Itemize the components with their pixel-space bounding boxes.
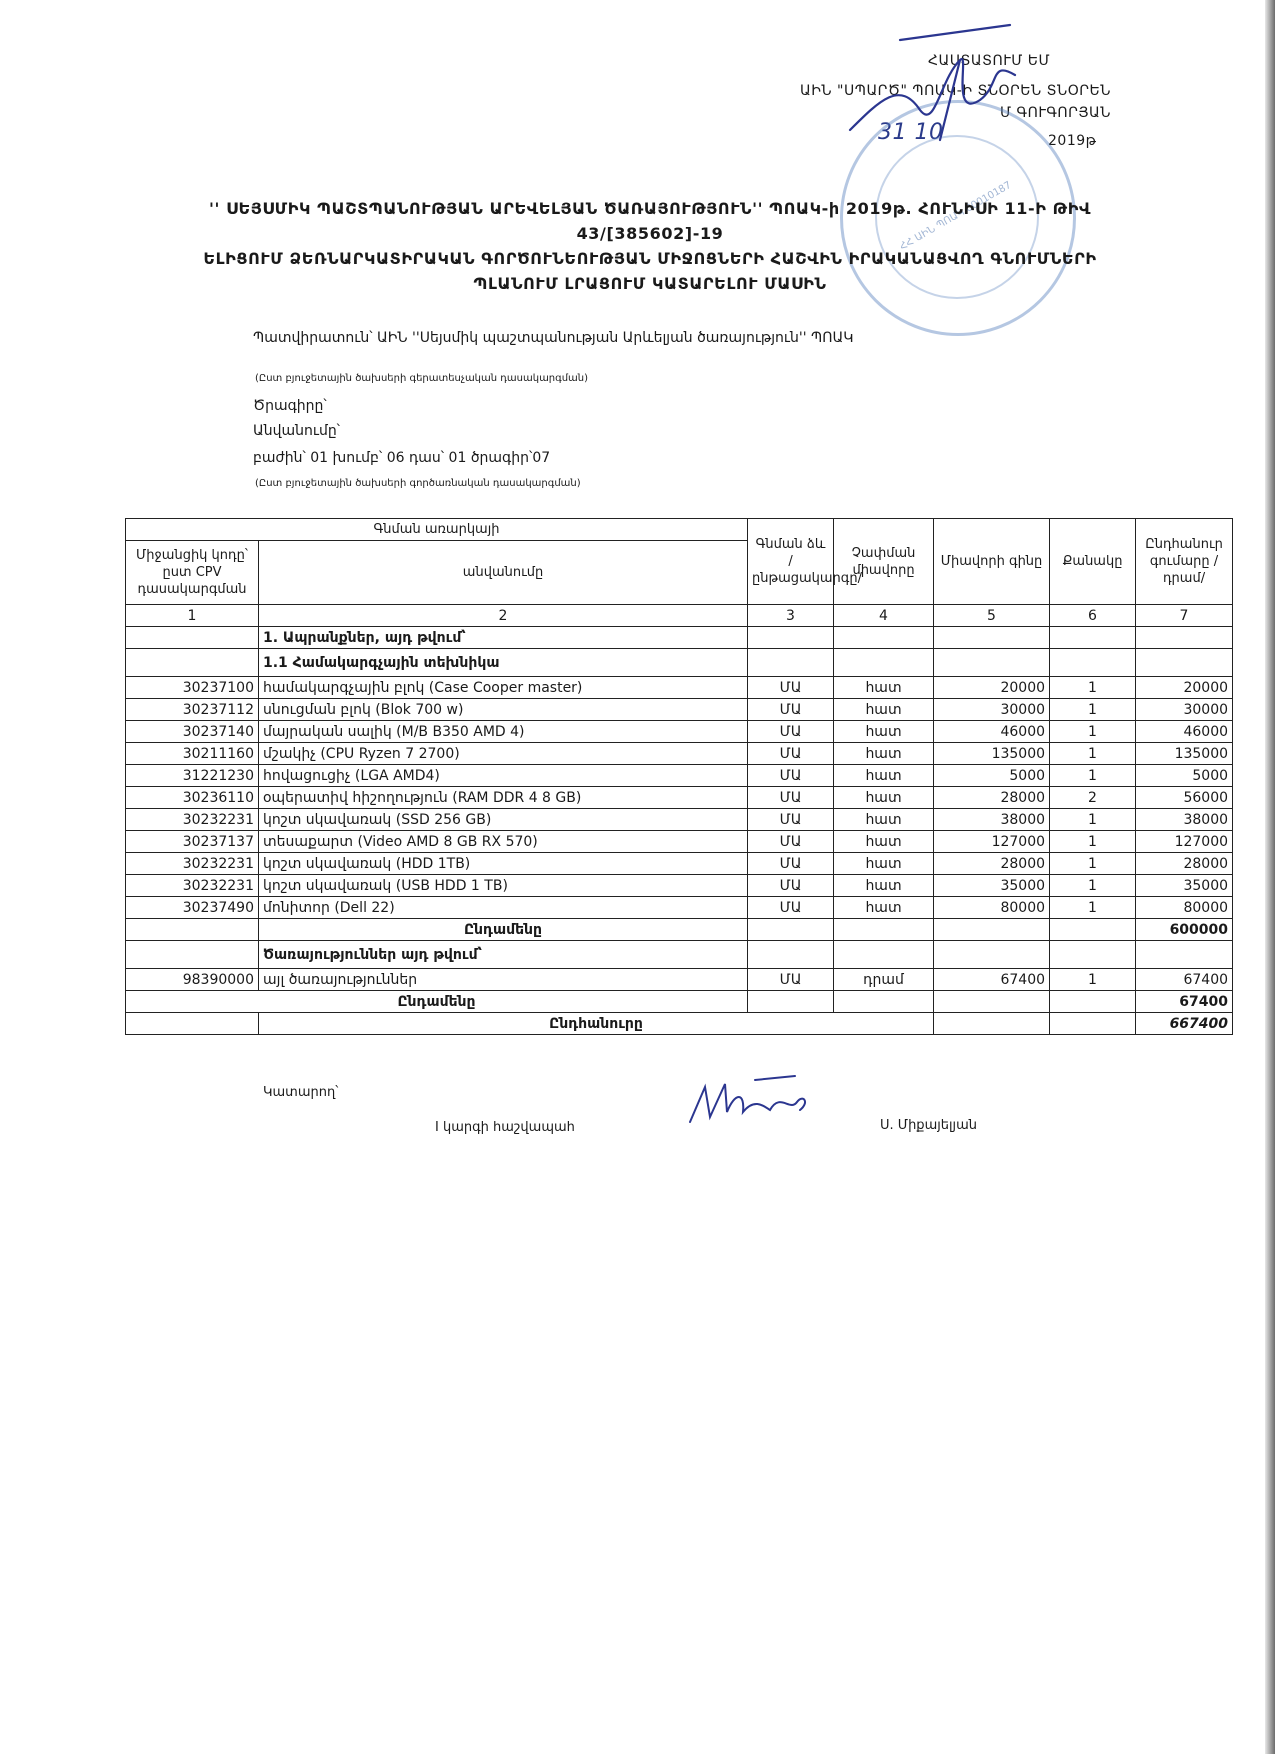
unit-price: 35000 xyxy=(934,875,1050,897)
table-header-group-row xyxy=(126,519,1233,541)
section-services: Ծառայություններ այդ թվում՝ xyxy=(259,941,748,969)
row-total: 46000 xyxy=(1136,721,1233,743)
cpv-code: 30232231 xyxy=(126,853,259,875)
quantity: 1 xyxy=(1050,969,1136,991)
subtotal-value: 600000 xyxy=(1136,919,1233,941)
unit: հատ xyxy=(834,809,934,831)
quantity: 1 xyxy=(1050,897,1136,919)
quantity: 1 xyxy=(1050,853,1136,875)
document-title xyxy=(150,196,1150,296)
unit: հատ xyxy=(834,875,934,897)
header-group: Գնման առարկայի xyxy=(126,519,748,541)
unit-price: 67400 xyxy=(934,969,1050,991)
item-name: այլ ծառայություններ xyxy=(259,969,748,991)
header-qty: Քանակը xyxy=(1050,519,1136,605)
procurement-method: ՄԱ xyxy=(748,765,834,787)
cpv-code: 31221230 xyxy=(126,765,259,787)
row-total: 135000 xyxy=(1136,743,1233,765)
row-total: 56000 xyxy=(1136,787,1233,809)
classification-line: բաժին՝ 01 խումբ՝ 06 դաս՝ 01 ծրագիր՝07 xyxy=(253,450,551,466)
item-name: օպերատիվ հիշողություն (RAM DDR 4 8 GB) xyxy=(259,787,748,809)
row-total: 30000 xyxy=(1136,699,1233,721)
table-row xyxy=(126,743,1233,765)
unit: հատ xyxy=(834,699,934,721)
table-row xyxy=(126,677,1233,699)
row-total: 38000 xyxy=(1136,809,1233,831)
unit: հատ xyxy=(834,897,934,919)
col-number: 2 xyxy=(259,605,748,627)
procurement-method: ՄԱ xyxy=(748,677,834,699)
executor-label: Կատարող՝ xyxy=(263,1085,339,1100)
item-name: մշակիչ (CPU Ryzen 7 2700) xyxy=(259,743,748,765)
grand-total-label: Ընդհանուրը xyxy=(259,1013,934,1035)
budget-note-2: (Ըստ բյուջետային ծախսերի գործառնական դասակարգման) xyxy=(255,478,581,489)
row-total: 20000 xyxy=(1136,677,1233,699)
unit-price: 135000 xyxy=(934,743,1050,765)
approval-date: 31 10 xyxy=(878,120,944,145)
item-name: սնուցման բլոկ (Blok 700 w) xyxy=(259,699,748,721)
approval-line-2: ԱԻՆ "ՍՊԱՐԾ" ՊՈԱԿ-Ի ՏՆՕՐԵՆ ՏՆՕՐԵՆ xyxy=(800,83,1111,99)
row-total: 28000 xyxy=(1136,853,1233,875)
table-row xyxy=(126,897,1233,919)
table-row xyxy=(126,721,1233,743)
row-total: 127000 xyxy=(1136,831,1233,853)
procurement-method: ՄԱ xyxy=(748,809,834,831)
executor-signature xyxy=(685,1072,815,1132)
approval-year: 2019թ xyxy=(1048,133,1097,149)
unit: հատ xyxy=(834,787,934,809)
section-row xyxy=(126,627,1233,649)
item-name: մոնիտոր (Dell 22) xyxy=(259,897,748,919)
unit-price: 28000 xyxy=(934,787,1050,809)
procurement-table xyxy=(125,518,1233,1035)
unit-price: 46000 xyxy=(934,721,1050,743)
header-price: Միավորի գինը xyxy=(934,519,1050,605)
grand-total-row xyxy=(126,1013,1233,1035)
stamp-text: ՀՀ ԱԻՆ ՊՈԱԿ 00010187 xyxy=(897,179,1014,253)
title-line-1: '' ՍԵՅՍՄԻԿ ՊԱՇՏՊԱՆՈՒԹՅԱՆ ԱՐԵՎԵԼՅԱՆ ԾԱՌԱՅՈՒԹՅՈՒՆ'' ՊՈԱԿ-ի 2019թ. ՀՈՒՆԻՍԻ 11-Ի ԹԻՎ 43/[385602]-19 xyxy=(208,199,1091,243)
quantity: 1 xyxy=(1050,677,1136,699)
procurement-method: ՄԱ xyxy=(748,853,834,875)
unit: հատ xyxy=(834,743,934,765)
item-name: հովացուցիչ (LGA AMD4) xyxy=(259,765,748,787)
title-line-2: ԵԼԻՑՈՒՄ ՁԵՌՆԱՐԿԱՏԻՐԱԿԱՆ ԳՈՐԾՈՒՆԵՈՒԹՅԱՆ ՄԻՋՈՑՆԵՐԻ ՀԱՇՎԻՆ ԻՐԱԿԱՆԱՑՎՈՂ ԳՆՈՒՄՆԵՐԻ xyxy=(203,249,1097,268)
table-row xyxy=(126,765,1233,787)
item-name: կոշտ սկավառակ (USB HDD 1 TB) xyxy=(259,875,748,897)
quantity: 1 xyxy=(1050,743,1136,765)
subsection-row xyxy=(126,649,1233,677)
unit-price: 38000 xyxy=(934,809,1050,831)
unit: հատ xyxy=(834,677,934,699)
program-label: Ծրագիրը՝ xyxy=(253,398,327,414)
item-name: տեսաքարտ (Video AMD 8 GB RX 570) xyxy=(259,831,748,853)
col-number: 6 xyxy=(1050,605,1136,627)
name-label: Անվանումը՝ xyxy=(253,423,341,439)
cpv-code: 30232231 xyxy=(126,809,259,831)
item-name: մայրական սալիկ (M/B B350 AMD 4) xyxy=(259,721,748,743)
table-row xyxy=(126,831,1233,853)
customer-line: Պատվիրատուն՝ ԱԻՆ ''Սեյսմիկ պաշտպանության Արևելյան ծառայություն'' ՊՈԱԿ xyxy=(253,330,854,346)
quantity: 1 xyxy=(1050,809,1136,831)
col-number: 3 xyxy=(748,605,834,627)
table-row xyxy=(126,969,1233,991)
table-row xyxy=(126,809,1233,831)
table-row xyxy=(126,699,1233,721)
unit-price: 80000 xyxy=(934,897,1050,919)
cpv-code: 30237137 xyxy=(126,831,259,853)
director-signature xyxy=(840,20,1040,150)
item-name: կոշտ սկավառակ (HDD 1TB) xyxy=(259,853,748,875)
column-number-row xyxy=(126,605,1233,627)
quantity: 1 xyxy=(1050,875,1136,897)
header-total: Ընդհանուր գումարը /դրամ/ xyxy=(1136,519,1233,605)
item-name: կոշտ սկավառակ (SSD 256 GB) xyxy=(259,809,748,831)
subsection-computers: 1.1 Համակարգչային տեխնիկա xyxy=(259,649,748,677)
cpv-code: 30211160 xyxy=(126,743,259,765)
cpv-code: 98390000 xyxy=(126,969,259,991)
table-row xyxy=(126,875,1233,897)
unit-price: 30000 xyxy=(934,699,1050,721)
procurement-method: ՄԱ xyxy=(748,743,834,765)
row-total: 5000 xyxy=(1136,765,1233,787)
subtotal-label: Ընդամենը xyxy=(126,991,748,1013)
col-number: 7 xyxy=(1136,605,1233,627)
row-total: 67400 xyxy=(1136,969,1233,991)
item-name: համակարգչային բլոկ (Case Cooper master) xyxy=(259,677,748,699)
procurement-method: ՄԱ xyxy=(748,699,834,721)
subtotal-value: 67400 xyxy=(1136,991,1233,1013)
section-goods: 1. Ապրանքներ, այդ թվում՝ xyxy=(259,627,748,649)
unit: հատ xyxy=(834,853,934,875)
header-cpv: Միջանցիկ կոդը՝ ըստ CPV դասակարգման xyxy=(126,541,259,605)
subtotal-row xyxy=(126,919,1233,941)
unit: հատ xyxy=(834,831,934,853)
procurement-method: ՄԱ xyxy=(748,787,834,809)
unit-price: 20000 xyxy=(934,677,1050,699)
unit: հատ xyxy=(834,721,934,743)
subtotal-label: Ընդամենը xyxy=(259,919,748,941)
budget-note-1: (Ըստ բյուջետային ծախսերի գերատեսչական դասակարգման) xyxy=(255,373,589,384)
row-total: 35000 xyxy=(1136,875,1233,897)
col-number: 4 xyxy=(834,605,934,627)
procurement-method: ՄԱ xyxy=(748,831,834,853)
procurement-method: ՄԱ xyxy=(748,721,834,743)
cpv-code: 30237100 xyxy=(126,677,259,699)
executor-position: I կարգի հաշվապահ xyxy=(435,1120,575,1135)
title-line-3: ՊԼԱՆՈՒՄ ԼՐԱՑՈՒՄ ԿԱՏԱՐԵԼՈՒ ՄԱՍԻՆ xyxy=(473,274,827,293)
table-row xyxy=(126,853,1233,875)
procurement-method: ՄԱ xyxy=(748,897,834,919)
row-total: 80000 xyxy=(1136,897,1233,919)
procurement-method: ՄԱ xyxy=(748,969,834,991)
quantity: 1 xyxy=(1050,699,1136,721)
cpv-code: 30237140 xyxy=(126,721,259,743)
col-number: 1 xyxy=(126,605,259,627)
header-method: Գնման ձև /ընթացակարգը/ xyxy=(748,519,834,605)
procurement-method: ՄԱ xyxy=(748,875,834,897)
quantity: 2 xyxy=(1050,787,1136,809)
cpv-code: 30236110 xyxy=(126,787,259,809)
approval-line-3: Մ ԳՈՒԳՈՐՅԱՆ xyxy=(1000,105,1111,121)
executor-name: Ս. Միքայելյան xyxy=(880,1118,977,1133)
quantity: 1 xyxy=(1050,765,1136,787)
unit-price: 5000 xyxy=(934,765,1050,787)
cpv-code: 30237112 xyxy=(126,699,259,721)
cpv-code: 30232231 xyxy=(126,875,259,897)
unit: դրամ xyxy=(834,969,934,991)
col-number: 5 xyxy=(934,605,1050,627)
table-row xyxy=(126,787,1233,809)
subtotal-row xyxy=(126,991,1233,1013)
unit-price: 127000 xyxy=(934,831,1050,853)
cpv-code: 30237490 xyxy=(126,897,259,919)
quantity: 1 xyxy=(1050,721,1136,743)
header-name: անվանումը xyxy=(259,541,748,605)
section-row xyxy=(126,941,1233,969)
unit: հատ xyxy=(834,765,934,787)
grand-total-value: 667400 xyxy=(1136,1013,1233,1035)
quantity: 1 xyxy=(1050,831,1136,853)
scan-edge-shadow xyxy=(1265,0,1275,1754)
unit-price: 28000 xyxy=(934,853,1050,875)
approval-line-1: ՀԱՍՏԱՏՈՒՄ ԵՄ xyxy=(928,53,1051,69)
header-unit: Չափման միավորը xyxy=(834,519,934,605)
